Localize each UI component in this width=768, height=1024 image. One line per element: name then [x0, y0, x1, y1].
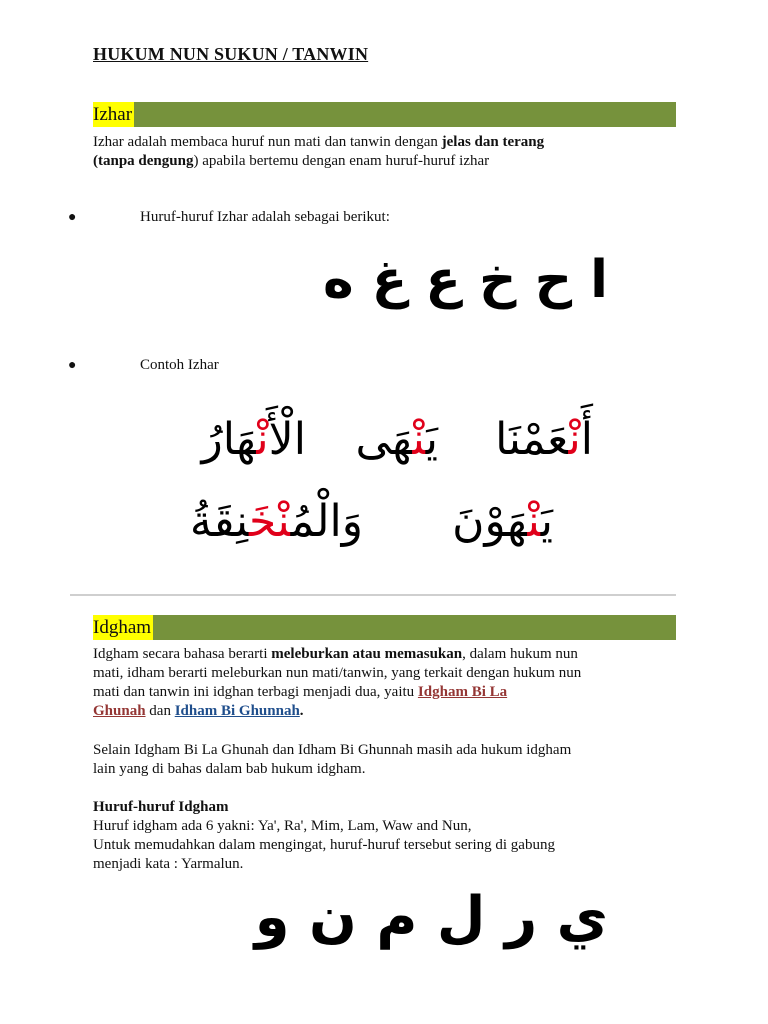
- izhar-desc-bold-1: jelas dan terang: [441, 134, 545, 150]
- section-heading-idgham: Idgham: [93, 617, 152, 638]
- idgham-paragraph-2: Selain Idgham Bi La Ghunah dan Idham Bi Ghunnah masih ada hukum idgham lain yang di bahas dalam bab hukum idgham.: [93, 742, 572, 777]
- idgham-paragraph-3: Huruf-huruf Idgham Huruf idgham ada 6 yakni: Ya', Ra', Mim, Lam, Waw and Nun, Untuk memudahkan dalam mengingat, huruf-huruf tersebut sering di gabung menjadi kata : Yarmalun.: [93, 799, 555, 872]
- bullet-contoh-izhar-label: Contoh Izhar: [140, 357, 219, 373]
- izhar-example-word: أَنْعَمْنَا: [495, 414, 593, 465]
- section-heading-izhar: Izhar: [93, 104, 133, 125]
- izhar-desc-bold-2: (tanpa dengung: [93, 153, 194, 169]
- idgham-bold-text: meleburkan atau memasukan: [271, 646, 463, 662]
- idgham-sub-heading: Huruf-huruf Idgham: [93, 799, 229, 815]
- izhar-example-word: الْأَنْهَارُ: [201, 414, 306, 465]
- link-idgham-bi-la-ghunah[interactable]: Idgham Bi La Ghunah: [93, 684, 508, 719]
- bullet-icon: ●: [68, 358, 77, 373]
- link-idham-bi-ghunnah[interactable]: Idham Bi Ghunnah: [174, 703, 300, 719]
- section-bar-izhar: [93, 102, 676, 127]
- izhar-description: [93, 133, 683, 171]
- idgham-paragraph-1: Idgham secara bahasa berarti meleburkan atau memasukan, dalam hukum nun mati, idham berarti meleburkan nun mati/tanwin, yang terkait dengan hukum nun mati dan tanwin ini idghan terbagi menjadi dua, yaitu Idgham Bi La Ghunah dan Idham Bi Ghunnah.: [93, 646, 582, 719]
- section-divider: [70, 594, 676, 596]
- page-title: HUKUM NUN SUKUN / TANWIN: [93, 44, 369, 64]
- idgham-letters: ي ر ل م ن و: [254, 885, 608, 950]
- bullet-icon: ●: [68, 210, 77, 225]
- izhar-example-word: يَنْهَى: [355, 414, 438, 465]
- izhar-desc-text-1: Izhar adalah membaca huruf nun mati dan tanwin dengan: [93, 134, 442, 150]
- izhar-desc-text-3: apabila bertemu dengan enam huruf-huruf izhar: [198, 153, 490, 169]
- izhar-desc-text-2: ): [193, 153, 199, 169]
- izhar-example-word: وَالْمُنْخَنِقَةُ: [189, 496, 363, 547]
- izhar-example-word: يَنْهَوْنَ: [452, 496, 553, 547]
- section-bar-idgham: [93, 615, 676, 640]
- bullet-izhar-letters-label: Huruf-huruf Izhar adalah sebagai berikut:: [140, 209, 390, 225]
- izhar-letters: ا ح خ ع غ ه: [322, 250, 608, 310]
